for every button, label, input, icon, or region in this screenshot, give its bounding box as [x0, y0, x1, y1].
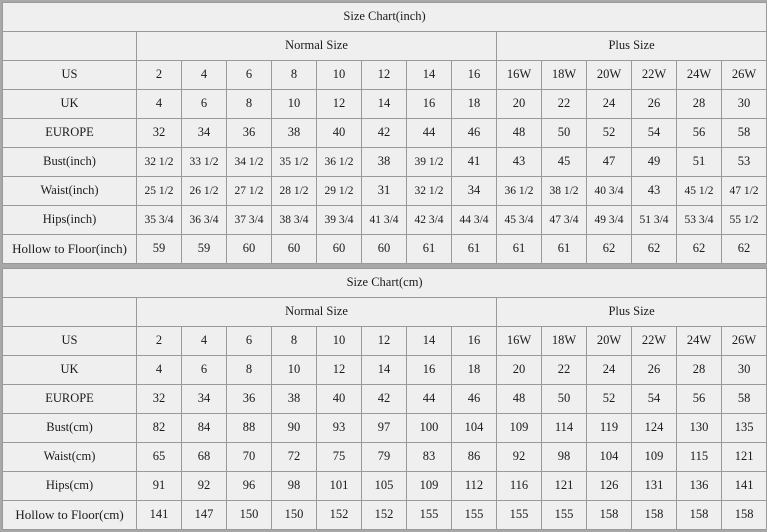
value-cell: 36 1/2 [317, 148, 362, 177]
value-cell: 112 [452, 472, 497, 501]
value-cell: 10 [272, 356, 317, 385]
value-cell: 20W [587, 61, 632, 90]
value-cell: 6 [182, 356, 227, 385]
table-row [3, 414, 767, 443]
value-cell: 34 [452, 177, 497, 206]
value-cell: 68 [182, 443, 227, 472]
value-cell: 36 [227, 385, 272, 414]
value-cell: 26 [632, 90, 677, 119]
value-cell: 152 [317, 501, 362, 530]
table-row [3, 119, 767, 148]
value-cell: 79 [362, 443, 407, 472]
value-cell: 34 [182, 385, 227, 414]
value-cell: 33 1/2 [182, 148, 227, 177]
value-cell: 16 [452, 61, 497, 90]
value-cell: 38 1/2 [542, 177, 587, 206]
value-cell: 32 1/2 [137, 148, 182, 177]
value-cell: 16W [497, 61, 542, 90]
value-cell: 40 [317, 119, 362, 148]
value-cell: 44 3/4 [452, 206, 497, 235]
value-cell: 24W [677, 327, 722, 356]
value-cell: 150 [272, 501, 317, 530]
value-cell: 43 [497, 148, 542, 177]
value-cell: 32 1/2 [407, 177, 452, 206]
value-cell: 59 [137, 235, 182, 264]
value-cell: 4 [182, 327, 227, 356]
value-cell: 18 [452, 356, 497, 385]
size-chart-table [2, 2, 767, 264]
table-row [3, 148, 767, 177]
value-cell: 20W [587, 327, 632, 356]
value-cell: 62 [722, 235, 767, 264]
value-cell: 16 [407, 356, 452, 385]
value-cell: 2 [137, 61, 182, 90]
group-header-plus-size: Plus Size [497, 32, 767, 61]
value-cell: 58 [722, 119, 767, 148]
value-cell: 55 1/2 [722, 206, 767, 235]
value-cell: 84 [182, 414, 227, 443]
value-cell: 14 [407, 327, 452, 356]
row-label: UK [3, 356, 137, 385]
value-cell: 18W [542, 61, 587, 90]
value-cell: 44 [407, 385, 452, 414]
value-cell: 131 [632, 472, 677, 501]
value-cell: 46 [452, 385, 497, 414]
value-cell: 61 [407, 235, 452, 264]
value-cell: 28 1/2 [272, 177, 317, 206]
value-cell: 41 [452, 148, 497, 177]
value-cell: 6 [182, 90, 227, 119]
value-cell: 26W [722, 327, 767, 356]
value-cell: 130 [677, 414, 722, 443]
row-label: EUROPE [3, 385, 137, 414]
value-cell: 8 [272, 327, 317, 356]
row-label: UK [3, 90, 137, 119]
group-header-normal-size: Normal Size [137, 298, 497, 327]
table-row [3, 177, 767, 206]
value-cell: 91 [137, 472, 182, 501]
value-cell: 22 [542, 356, 587, 385]
value-cell: 31 [362, 177, 407, 206]
value-cell: 62 [587, 235, 632, 264]
value-cell: 8 [227, 356, 272, 385]
size-charts-container [0, 2, 759, 530]
value-cell: 65 [137, 443, 182, 472]
value-cell: 14 [362, 90, 407, 119]
value-cell: 4 [137, 356, 182, 385]
value-cell: 126 [587, 472, 632, 501]
value-cell: 62 [677, 235, 722, 264]
size-chart-inch [2, 2, 759, 264]
value-cell: 43 [632, 177, 677, 206]
value-cell: 24 [587, 356, 632, 385]
row-label: EUROPE [3, 119, 137, 148]
value-cell: 158 [722, 501, 767, 530]
chart-group-row [3, 32, 767, 61]
value-cell: 155 [497, 501, 542, 530]
chart-title-row [3, 3, 767, 32]
row-label: Bust(inch) [3, 148, 137, 177]
value-cell: 59 [182, 235, 227, 264]
value-cell: 60 [317, 235, 362, 264]
value-cell: 52 [587, 119, 632, 148]
value-cell: 16 [452, 327, 497, 356]
value-cell: 47 [587, 148, 632, 177]
value-cell: 121 [542, 472, 587, 501]
value-cell: 26W [722, 61, 767, 90]
value-cell: 92 [497, 443, 542, 472]
value-cell: 152 [362, 501, 407, 530]
value-cell: 101 [317, 472, 362, 501]
value-cell: 155 [407, 501, 452, 530]
size-chart-cm [2, 268, 757, 530]
value-cell: 136 [677, 472, 722, 501]
value-cell: 8 [227, 90, 272, 119]
value-cell: 155 [452, 501, 497, 530]
value-cell: 12 [362, 61, 407, 90]
value-cell: 39 3/4 [317, 206, 362, 235]
value-cell: 53 [722, 148, 767, 177]
value-cell: 62 [632, 235, 677, 264]
value-cell: 141 [722, 472, 767, 501]
value-cell: 36 1/2 [497, 177, 542, 206]
value-cell: 35 1/2 [272, 148, 317, 177]
value-cell: 97 [362, 414, 407, 443]
value-cell: 26 [632, 356, 677, 385]
value-cell: 18 [452, 90, 497, 119]
value-cell: 54 [632, 119, 677, 148]
value-cell: 105 [362, 472, 407, 501]
value-cell: 38 [362, 148, 407, 177]
group-row-spacer [3, 298, 137, 327]
table-row [3, 235, 767, 264]
value-cell: 158 [677, 501, 722, 530]
value-cell: 51 [677, 148, 722, 177]
value-cell: 50 [542, 385, 587, 414]
value-cell: 56 [677, 119, 722, 148]
value-cell: 30 [722, 356, 767, 385]
value-cell: 93 [317, 414, 362, 443]
table-row [3, 443, 767, 472]
value-cell: 39 1/2 [407, 148, 452, 177]
value-cell: 53 3/4 [677, 206, 722, 235]
value-cell: 147 [182, 501, 227, 530]
value-cell: 22W [632, 61, 677, 90]
value-cell: 48 [497, 385, 542, 414]
value-cell: 4 [182, 61, 227, 90]
row-label: Hips(inch) [3, 206, 137, 235]
value-cell: 82 [137, 414, 182, 443]
value-cell: 88 [227, 414, 272, 443]
table-row [3, 501, 767, 530]
value-cell: 42 [362, 119, 407, 148]
value-cell: 60 [227, 235, 272, 264]
value-cell: 90 [272, 414, 317, 443]
size-chart-table [2, 268, 767, 530]
value-cell: 109 [497, 414, 542, 443]
value-cell: 40 3/4 [587, 177, 632, 206]
value-cell: 36 [227, 119, 272, 148]
value-cell: 86 [452, 443, 497, 472]
value-cell: 158 [587, 501, 632, 530]
value-cell: 46 [452, 119, 497, 148]
value-cell: 61 [452, 235, 497, 264]
value-cell: 155 [542, 501, 587, 530]
row-label: US [3, 61, 137, 90]
value-cell: 6 [227, 61, 272, 90]
row-label: Bust(cm) [3, 414, 137, 443]
value-cell: 47 1/2 [722, 177, 767, 206]
value-cell: 72 [272, 443, 317, 472]
value-cell: 16W [497, 327, 542, 356]
chart-group-row [3, 298, 767, 327]
value-cell: 38 [272, 119, 317, 148]
value-cell: 22W [632, 327, 677, 356]
value-cell: 109 [632, 443, 677, 472]
value-cell: 28 [677, 356, 722, 385]
value-cell: 60 [362, 235, 407, 264]
value-cell: 2 [137, 327, 182, 356]
value-cell: 114 [542, 414, 587, 443]
value-cell: 158 [632, 501, 677, 530]
value-cell: 104 [587, 443, 632, 472]
value-cell: 49 3/4 [587, 206, 632, 235]
value-cell: 30 [722, 90, 767, 119]
value-cell: 20 [497, 356, 542, 385]
value-cell: 12 [317, 90, 362, 119]
value-cell: 8 [272, 61, 317, 90]
value-cell: 10 [317, 61, 362, 90]
row-label: Waist(cm) [3, 443, 137, 472]
value-cell: 40 [317, 385, 362, 414]
row-label: Hips(cm) [3, 472, 137, 501]
table-row [3, 206, 767, 235]
value-cell: 26 1/2 [182, 177, 227, 206]
value-cell: 27 1/2 [227, 177, 272, 206]
value-cell: 10 [317, 327, 362, 356]
value-cell: 20 [497, 90, 542, 119]
row-label: US [3, 327, 137, 356]
value-cell: 41 3/4 [362, 206, 407, 235]
value-cell: 16 [407, 90, 452, 119]
value-cell: 50 [542, 119, 587, 148]
value-cell: 14 [362, 356, 407, 385]
value-cell: 28 [677, 90, 722, 119]
value-cell: 36 3/4 [182, 206, 227, 235]
value-cell: 121 [722, 443, 767, 472]
value-cell: 29 1/2 [317, 177, 362, 206]
row-label: Hollow to Floor(inch) [3, 235, 137, 264]
value-cell: 98 [542, 443, 587, 472]
value-cell: 14 [407, 61, 452, 90]
value-cell: 141 [137, 501, 182, 530]
value-cell: 51 3/4 [632, 206, 677, 235]
table-row [3, 472, 767, 501]
value-cell: 18W [542, 327, 587, 356]
row-label: Hollow to Floor(cm) [3, 501, 137, 530]
value-cell: 38 3/4 [272, 206, 317, 235]
chart-title: Size Chart(inch) [3, 3, 767, 32]
value-cell: 24 [587, 90, 632, 119]
value-cell: 45 [542, 148, 587, 177]
value-cell: 32 [137, 119, 182, 148]
value-cell: 37 3/4 [227, 206, 272, 235]
table-row [3, 385, 767, 414]
value-cell: 12 [362, 327, 407, 356]
value-cell: 135 [722, 414, 767, 443]
value-cell: 92 [182, 472, 227, 501]
value-cell: 124 [632, 414, 677, 443]
table-row [3, 356, 767, 385]
value-cell: 109 [407, 472, 452, 501]
value-cell: 54 [632, 385, 677, 414]
value-cell: 61 [542, 235, 587, 264]
value-cell: 70 [227, 443, 272, 472]
value-cell: 98 [272, 472, 317, 501]
value-cell: 35 3/4 [137, 206, 182, 235]
value-cell: 10 [272, 90, 317, 119]
value-cell: 115 [677, 443, 722, 472]
value-cell: 104 [452, 414, 497, 443]
value-cell: 75 [317, 443, 362, 472]
value-cell: 42 3/4 [407, 206, 452, 235]
value-cell: 119 [587, 414, 632, 443]
value-cell: 34 [182, 119, 227, 148]
value-cell: 56 [677, 385, 722, 414]
value-cell: 47 3/4 [542, 206, 587, 235]
chart-title: Size Chart(cm) [3, 269, 767, 298]
value-cell: 44 [407, 119, 452, 148]
value-cell: 34 1/2 [227, 148, 272, 177]
table-row [3, 90, 767, 119]
value-cell: 52 [587, 385, 632, 414]
value-cell: 45 1/2 [677, 177, 722, 206]
value-cell: 58 [722, 385, 767, 414]
group-header-plus-size: Plus Size [497, 298, 767, 327]
value-cell: 24W [677, 61, 722, 90]
value-cell: 12 [317, 356, 362, 385]
value-cell: 96 [227, 472, 272, 501]
group-row-spacer [3, 32, 137, 61]
chart-title-row [3, 269, 767, 298]
value-cell: 100 [407, 414, 452, 443]
value-cell: 116 [497, 472, 542, 501]
value-cell: 6 [227, 327, 272, 356]
value-cell: 25 1/2 [137, 177, 182, 206]
value-cell: 42 [362, 385, 407, 414]
value-cell: 22 [542, 90, 587, 119]
value-cell: 150 [227, 501, 272, 530]
value-cell: 32 [137, 385, 182, 414]
value-cell: 61 [497, 235, 542, 264]
value-cell: 4 [137, 90, 182, 119]
table-row [3, 61, 767, 90]
value-cell: 83 [407, 443, 452, 472]
value-cell: 38 [272, 385, 317, 414]
row-label: Waist(inch) [3, 177, 137, 206]
value-cell: 49 [632, 148, 677, 177]
value-cell: 48 [497, 119, 542, 148]
value-cell: 45 3/4 [497, 206, 542, 235]
value-cell: 60 [272, 235, 317, 264]
group-header-normal-size: Normal Size [137, 32, 497, 61]
table-row [3, 327, 767, 356]
